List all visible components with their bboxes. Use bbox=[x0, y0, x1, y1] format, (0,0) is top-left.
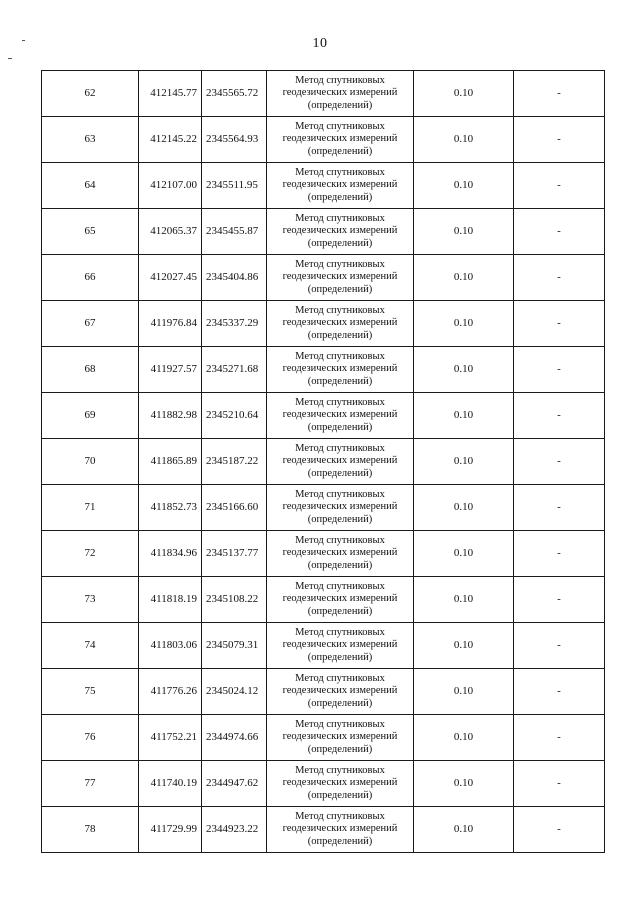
method-line: Метод спутниковых bbox=[295, 74, 385, 86]
method-line: (определений) bbox=[307, 329, 373, 341]
table-row bbox=[42, 301, 605, 347]
point-number-cell: 63 bbox=[42, 117, 139, 163]
method-cell bbox=[267, 761, 414, 807]
point-number-cell: 74 bbox=[42, 623, 139, 669]
method-cell bbox=[267, 807, 414, 853]
method-cell bbox=[267, 669, 414, 715]
table-row bbox=[42, 623, 605, 669]
method-line: (определений) bbox=[307, 743, 373, 755]
method-line: геодезических измерений bbox=[282, 179, 398, 191]
method-line: Метод спутниковых bbox=[295, 580, 385, 592]
method-line: Метод спутниковых bbox=[295, 258, 385, 270]
accuracy-cell: 0.10 bbox=[414, 531, 514, 577]
y-coordinate-cell: 2345455.87 bbox=[202, 209, 267, 255]
x-coordinate-cell: 411976.84 bbox=[139, 301, 202, 347]
accuracy-cell: 0.10 bbox=[414, 209, 514, 255]
method-cell bbox=[267, 255, 414, 301]
point-number-cell: 75 bbox=[42, 669, 139, 715]
accuracy-cell: 0.10 bbox=[414, 485, 514, 531]
point-number-cell: 73 bbox=[42, 577, 139, 623]
method-line: (определений) bbox=[307, 651, 373, 663]
y-coordinate-cell: 2345024.12 bbox=[202, 669, 267, 715]
table-body bbox=[42, 71, 605, 853]
x-coordinate-cell: 411776.26 bbox=[139, 669, 202, 715]
point-number-cell: 71 bbox=[42, 485, 139, 531]
point-number-cell: 67 bbox=[42, 301, 139, 347]
method-line: геодезических измерений bbox=[282, 639, 398, 651]
note-cell: - bbox=[514, 301, 605, 347]
method-line: Метод спутниковых bbox=[295, 212, 385, 224]
method-cell bbox=[267, 209, 414, 255]
method-line: геодезических измерений bbox=[282, 409, 398, 421]
x-coordinate-cell: 411927.57 bbox=[139, 347, 202, 393]
method-line: геодезических измерений bbox=[282, 547, 398, 559]
point-number-cell: 65 bbox=[42, 209, 139, 255]
method-cell bbox=[267, 71, 414, 117]
note-cell: - bbox=[514, 761, 605, 807]
y-coordinate-cell: 2345108.22 bbox=[202, 577, 267, 623]
x-coordinate-cell: 411852.73 bbox=[139, 485, 202, 531]
y-coordinate-cell: 2345565.72 bbox=[202, 71, 267, 117]
table-row bbox=[42, 531, 605, 577]
method-cell bbox=[267, 715, 414, 761]
accuracy-cell: 0.10 bbox=[414, 347, 514, 393]
point-number-cell: 72 bbox=[42, 531, 139, 577]
method-line: Метод спутниковых bbox=[295, 672, 385, 684]
method-line: (определений) bbox=[307, 421, 373, 433]
method-cell bbox=[267, 439, 414, 485]
note-cell: - bbox=[514, 255, 605, 301]
scan-mark bbox=[8, 58, 12, 59]
y-coordinate-cell: 2344923.22 bbox=[202, 807, 267, 853]
x-coordinate-cell: 412065.37 bbox=[139, 209, 202, 255]
note-cell: - bbox=[514, 71, 605, 117]
method-line: геодезических измерений bbox=[282, 731, 398, 743]
method-cell bbox=[267, 163, 414, 209]
point-number-cell: 76 bbox=[42, 715, 139, 761]
note-cell: - bbox=[514, 807, 605, 853]
method-cell bbox=[267, 301, 414, 347]
method-line: Метод спутниковых bbox=[295, 534, 385, 546]
x-coordinate-cell: 412027.45 bbox=[139, 255, 202, 301]
y-coordinate-cell: 2345564.93 bbox=[202, 117, 267, 163]
x-coordinate-cell: 412145.22 bbox=[139, 117, 202, 163]
x-coordinate-cell: 411740.19 bbox=[139, 761, 202, 807]
accuracy-cell: 0.10 bbox=[414, 439, 514, 485]
accuracy-cell: 0.10 bbox=[414, 163, 514, 209]
accuracy-cell: 0.10 bbox=[414, 71, 514, 117]
table-row bbox=[42, 485, 605, 531]
y-coordinate-cell: 2345271.68 bbox=[202, 347, 267, 393]
method-cell bbox=[267, 577, 414, 623]
accuracy-cell: 0.10 bbox=[414, 623, 514, 669]
method-line: Метод спутниковых bbox=[295, 810, 385, 822]
method-line: (определений) bbox=[307, 605, 373, 617]
method-line: (определений) bbox=[307, 145, 373, 157]
table-row bbox=[42, 163, 605, 209]
y-coordinate-cell: 2345166.60 bbox=[202, 485, 267, 531]
method-line: геодезических измерений bbox=[282, 87, 398, 99]
note-cell: - bbox=[514, 163, 605, 209]
method-line: (определений) bbox=[307, 99, 373, 111]
point-number-cell: 64 bbox=[42, 163, 139, 209]
note-cell: - bbox=[514, 393, 605, 439]
y-coordinate-cell: 2345404.86 bbox=[202, 255, 267, 301]
y-coordinate-cell: 2345337.29 bbox=[202, 301, 267, 347]
method-line: (определений) bbox=[307, 835, 373, 847]
y-coordinate-cell: 2344947.62 bbox=[202, 761, 267, 807]
coordinates-table bbox=[41, 70, 605, 853]
method-line: Метод спутниковых bbox=[295, 718, 385, 730]
method-line: (определений) bbox=[307, 559, 373, 571]
method-cell bbox=[267, 531, 414, 577]
note-cell: - bbox=[514, 669, 605, 715]
method-cell bbox=[267, 117, 414, 163]
method-line: Метод спутниковых bbox=[295, 626, 385, 638]
method-line: (определений) bbox=[307, 513, 373, 525]
table-row bbox=[42, 347, 605, 393]
note-cell: - bbox=[514, 715, 605, 761]
point-number-cell: 62 bbox=[42, 71, 139, 117]
method-line: Метод спутниковых bbox=[295, 488, 385, 500]
x-coordinate-cell: 412107.00 bbox=[139, 163, 202, 209]
method-line: геодезических измерений bbox=[282, 363, 398, 375]
note-cell: - bbox=[514, 577, 605, 623]
point-number-cell: 69 bbox=[42, 393, 139, 439]
note-cell: - bbox=[514, 347, 605, 393]
x-coordinate-cell: 411865.89 bbox=[139, 439, 202, 485]
table-row bbox=[42, 715, 605, 761]
method-line: (определений) bbox=[307, 789, 373, 801]
note-cell: - bbox=[514, 117, 605, 163]
note-cell: - bbox=[514, 531, 605, 577]
method-line: (определений) bbox=[307, 467, 373, 479]
x-coordinate-cell: 411729.99 bbox=[139, 807, 202, 853]
method-line: (определений) bbox=[307, 283, 373, 295]
method-line: геодезических измерений bbox=[282, 455, 398, 467]
point-number-cell: 77 bbox=[42, 761, 139, 807]
x-coordinate-cell: 411882.98 bbox=[139, 393, 202, 439]
note-cell: - bbox=[514, 623, 605, 669]
x-coordinate-cell: 412145.77 bbox=[139, 71, 202, 117]
method-cell bbox=[267, 623, 414, 669]
method-line: Метод спутниковых bbox=[295, 764, 385, 776]
table-row bbox=[42, 807, 605, 853]
table-row bbox=[42, 209, 605, 255]
y-coordinate-cell: 2345210.64 bbox=[202, 393, 267, 439]
method-line: (определений) bbox=[307, 191, 373, 203]
method-line: Метод спутниковых bbox=[295, 304, 385, 316]
method-line: Метод спутниковых bbox=[295, 396, 385, 408]
accuracy-cell: 0.10 bbox=[414, 761, 514, 807]
y-coordinate-cell: 2345137.77 bbox=[202, 531, 267, 577]
y-coordinate-cell: 2344974.66 bbox=[202, 715, 267, 761]
method-line: геодезических измерений bbox=[282, 501, 398, 513]
method-line: Метод спутниковых bbox=[295, 350, 385, 362]
method-line: (определений) bbox=[307, 237, 373, 249]
table-row bbox=[42, 117, 605, 163]
accuracy-cell: 0.10 bbox=[414, 255, 514, 301]
method-line: Метод спутниковых bbox=[295, 166, 385, 178]
point-number-cell: 70 bbox=[42, 439, 139, 485]
accuracy-cell: 0.10 bbox=[414, 807, 514, 853]
note-cell: - bbox=[514, 209, 605, 255]
accuracy-cell: 0.10 bbox=[414, 577, 514, 623]
page-number: 10 bbox=[312, 36, 328, 51]
method-cell bbox=[267, 347, 414, 393]
method-cell bbox=[267, 393, 414, 439]
table-row bbox=[42, 577, 605, 623]
accuracy-cell: 0.10 bbox=[414, 301, 514, 347]
table-row bbox=[42, 393, 605, 439]
method-line: геодезических измерений bbox=[282, 225, 398, 237]
x-coordinate-cell: 411834.96 bbox=[139, 531, 202, 577]
method-line: (определений) bbox=[307, 697, 373, 709]
method-line: геодезических измерений bbox=[282, 593, 398, 605]
method-line: Метод спутниковых bbox=[295, 120, 385, 132]
table-row bbox=[42, 71, 605, 117]
method-line: геодезических измерений bbox=[282, 317, 398, 329]
y-coordinate-cell: 2345511.95 bbox=[202, 163, 267, 209]
x-coordinate-cell: 411818.19 bbox=[139, 577, 202, 623]
point-number-cell: 78 bbox=[42, 807, 139, 853]
point-number-cell: 66 bbox=[42, 255, 139, 301]
accuracy-cell: 0.10 bbox=[414, 393, 514, 439]
note-cell: - bbox=[514, 439, 605, 485]
y-coordinate-cell: 2345079.31 bbox=[202, 623, 267, 669]
accuracy-cell: 0.10 bbox=[414, 117, 514, 163]
table-row bbox=[42, 255, 605, 301]
table-row bbox=[42, 439, 605, 485]
accuracy-cell: 0.10 bbox=[414, 715, 514, 761]
method-line: геодезических измерений bbox=[282, 685, 398, 697]
table-row bbox=[42, 669, 605, 715]
x-coordinate-cell: 411803.06 bbox=[139, 623, 202, 669]
method-cell bbox=[267, 485, 414, 531]
method-line: геодезических измерений bbox=[282, 271, 398, 283]
table-row bbox=[42, 761, 605, 807]
accuracy-cell: 0.10 bbox=[414, 669, 514, 715]
point-number-cell: 68 bbox=[42, 347, 139, 393]
method-line: геодезических измерений bbox=[282, 823, 398, 835]
method-line: (определений) bbox=[307, 375, 373, 387]
x-coordinate-cell: 411752.21 bbox=[139, 715, 202, 761]
note-cell: - bbox=[514, 485, 605, 531]
method-line: геодезических измерений bbox=[282, 133, 398, 145]
method-line: геодезических измерений bbox=[282, 777, 398, 789]
method-line: Метод спутниковых bbox=[295, 442, 385, 454]
y-coordinate-cell: 2345187.22 bbox=[202, 439, 267, 485]
